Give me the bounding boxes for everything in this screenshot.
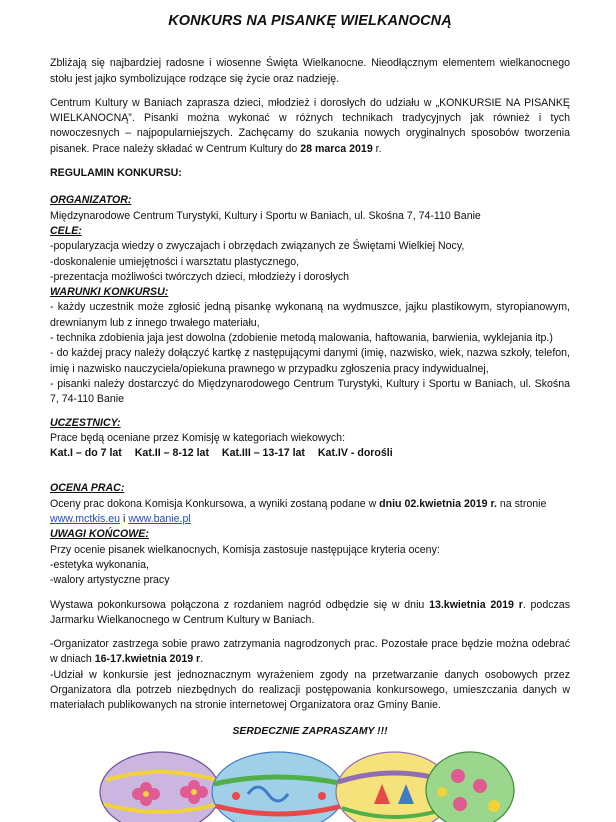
wystawa-text-2: . podczas Jarmarku Wielkanocnego w Centrum Kultury w Baniach. [50,598,570,626]
organizator-header: ORGANIZATOR: [50,194,132,207]
uczestnicy-text: Prace będą oceniane przez Komisję w kategoriach wiekowych: [50,431,346,444]
uczestnicy-header: UCZESTNICY: [50,416,121,429]
zastrzega-paragraph [50,637,570,668]
ocena-text [50,497,570,512]
warunki-item: - każdy uczestnik może zgłosić jedną pisankę wykonaną na wydmuszce, jajku plastikowym, styropianowym, drewnianym lub z innego trwałego materiału, [50,301,570,329]
wystawa-text-1: Wystawa pokonkursowa połączona z rozdaniem nagród odbędzie się w dniu [50,598,430,611]
pickup-date: 16-17.kwietnia 2019 r [94,653,201,666]
exhibition-date: 13.kwietnia 2019 r [429,598,523,611]
warunki-item: - pisanki należy dostarczyć do Międzynarodowego Centrum Turystyki, Kultury i Sportu w Baniach, ul. Skośna 7, 74-110 Banie [50,377,570,406]
cele-item: -popularyzacja wiedzy o zwyczajach i obrzędach związanych ze Świętami Wielkiej Nocy, [50,240,465,253]
intro-end: r. [372,142,382,155]
warunki-header: WARUNKI KONKURSU: [50,286,169,299]
deadline-date: 28 marca 2019 [300,142,373,155]
zastrzega-text-2: . [200,653,204,666]
results-date: dniu 02.kwietnia 2019 r. [379,497,497,510]
easter-eggs-illustration [98,734,518,822]
ocena-header: OCENA PRAC: [50,482,125,495]
link-mctkis[interactable]: www.mctkis.eu [50,513,121,526]
wystawa-paragraph [50,598,570,629]
category-3: Kat.III – 13-17 lat [221,447,305,460]
organizator-text: Międzynarodowe Centrum Turystyki, Kultury i Sportu w Baniach, ul. Skośna 7, 74-110 Banie [50,209,481,222]
uwagi-item: -estetyka wykonania, [50,558,149,571]
closing-text: SERDECZNIE ZAPRASZAMY !!! [232,725,388,737]
zgoda-paragraph: -Udział w konkursie jest jednoznacznym wyrażeniem zgody na przetwarzanie danych osobowych przez Organizatora dla potrzeb niezbędnych do realizacji postępowania konkursowego, umieszczania danych w materiałach publikowanych na stronie internetowej Organizatora oraz Gminy Banie. [50,668,570,712]
document-title: KONKURS NA PISANKĘ WIELKANOCNĄ [168,13,452,29]
uwagi-item: Przy ocenie pisanek wielkanocnych, Komisja zastosuje następujące kryteria oceny: [50,543,440,556]
purple-egg [100,752,220,822]
cele-item: -doskonalenie umiejętności i warsztatu plastycznego, [50,255,300,268]
cele-header: CELE: [50,224,82,237]
category-1: Kat.I – do 7 lat [50,447,122,460]
intro-paragraph-1: Zbliżają się najbardziej radosne i wiosenne Święta Wielkanocne. Nieodłącznym elementem wielkanocnego stołu jest jajko symbolizujące rodzące się życie oraz nadzieję. [50,57,570,85]
regulamin-title: REGULAMIN KONKURSU: [50,167,182,180]
blue-egg [212,752,344,822]
link-banie[interactable]: www.banie.pl [128,513,191,526]
cele-item: -prezentacja możliwości twórczych dzieci, młodzieży i dorosłych [50,270,350,283]
link-joiner: i [120,513,129,526]
age-categories [50,446,570,461]
category-2: Kat.II – 8-12 lat [134,447,209,460]
zastrzega-text-1: -Organizator zastrzega sobie prawo zatrzymania nagrodzonych prac. Pozostałe prace będzie można odebrać w dniach [50,638,570,666]
document [50,14,570,739]
ocena-links [50,512,570,527]
ocena-text-2: na stronie [496,497,547,510]
green-egg [426,752,514,822]
warunki-item: - do każdej pracy należy dołączyć kartkę z następującymi danymi (imię, nazwisko, wiek, nazwa szkoły, telefon, imię i nazwisko nauczyciela/opiekuna prawnego w przypadku zgłoszenia pracy indywidualnej, [50,347,570,375]
intro-paragraph-2 [50,96,570,157]
uwagi-header: UWAGI KOŃCOWE: [50,528,149,541]
ocena-text-1: Oceny prac dokona Komisja Konkursowa, a wyniki zostaną podane w [50,497,380,510]
uwagi-item: -walory artystyczne pracy [50,574,170,587]
warunki-item: - technika zdobienia jaja jest dowolna (zdobienie metodą malowania, haftowania, barwienia, wyklejania itp.) [50,332,553,345]
category-4: Kat.IV - dorośli [317,447,393,460]
intro-text: Centrum Kultury w Baniach zaprasza dzieci, młodzież i dorosłych do udziału w „KONKURSIE NA PISANKĘ WIELKANOCNĄ”. Pisanki można wykonać w różnych technikach tradycyjnych jak również i tych nowoczesnych – najpopularniejszych. Zachęcamy do szukania nowych oryginalnych sposobów tworzenia pisanek. Prace należy składać w Centrum Kultury do [50,96,570,155]
